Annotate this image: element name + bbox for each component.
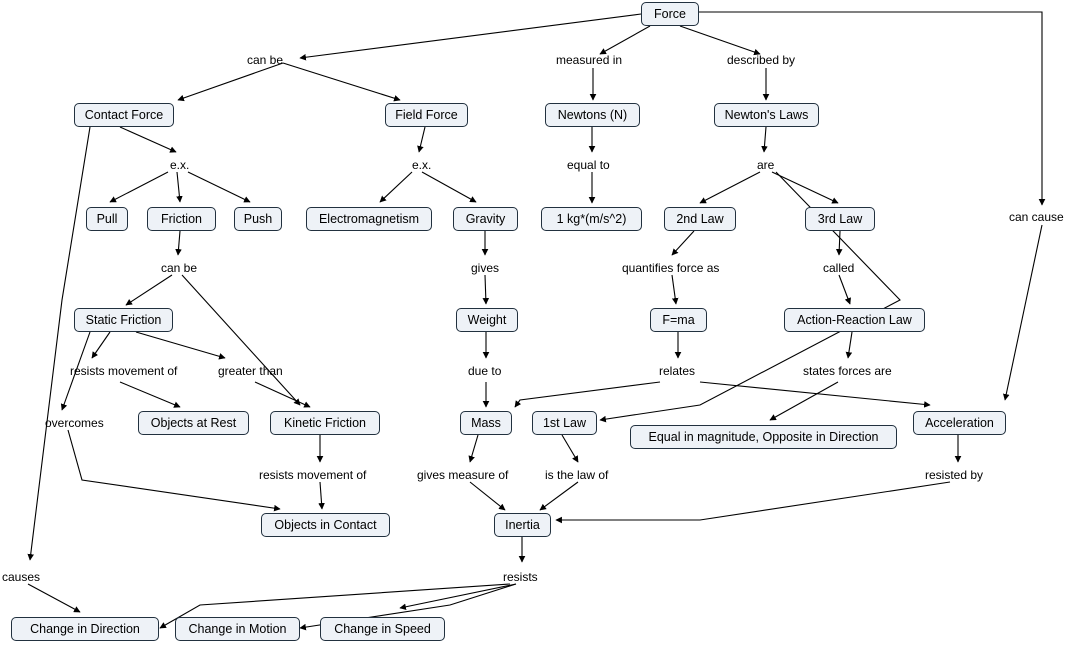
- node-mass[interactable]: [460, 411, 512, 435]
- node-label: F=ma: [662, 312, 695, 327]
- node-label: Push: [243, 211, 273, 226]
- node-gravity[interactable]: [453, 207, 518, 231]
- edge-label-resisted-by: resisted by: [925, 468, 984, 482]
- edge-label-equal-to: equal to: [567, 158, 610, 172]
- node-label: 1 kg*(m/s^2): [556, 211, 627, 226]
- node-kinetic-friction[interactable]: [270, 411, 380, 435]
- edge-label-resists-movement-of-contact: resists movement of: [259, 468, 367, 482]
- edge-label-gives-measure-of: gives measure of: [417, 468, 509, 482]
- node-label: Newton's Laws: [724, 107, 809, 122]
- node-action-reaction-law[interactable]: [784, 308, 925, 332]
- node-acceleration[interactable]: [913, 411, 1006, 435]
- node-label: Force: [654, 6, 686, 21]
- node-label: Weight: [467, 312, 507, 327]
- node-label: Static Friction: [85, 312, 162, 327]
- edge-label-greater-than: greater than: [218, 364, 283, 378]
- node-pull[interactable]: [86, 207, 128, 231]
- node-f-equals-ma[interactable]: [650, 308, 707, 332]
- edge-label-states-forces-are: states forces are: [803, 364, 892, 378]
- node-weight[interactable]: [456, 308, 518, 332]
- edge-label-resists: resists: [503, 570, 538, 584]
- node-label: Pull: [96, 211, 118, 226]
- node-label: Electromagnetism: [318, 211, 420, 226]
- node-label: Objects at Rest: [150, 415, 237, 430]
- node-field-force[interactable]: [385, 103, 468, 127]
- edge-label-gives: gives: [471, 261, 500, 275]
- edge-label-described-by: described by: [727, 53, 796, 67]
- node-equal-opposite[interactable]: [630, 425, 897, 449]
- node-label: Field Force: [395, 107, 458, 122]
- node-label: 3rd Law: [817, 211, 863, 226]
- node-label: Change in Motion: [188, 621, 287, 636]
- node-label: Acceleration: [925, 415, 994, 430]
- edge-label-resists-movement-of-rest: resists movement of: [70, 364, 178, 378]
- edge-label-is-the-law-of: is the law of: [545, 468, 609, 482]
- node-label: Mass: [471, 415, 501, 430]
- node-kg-m-s2[interactable]: [541, 207, 642, 231]
- node-first-law[interactable]: [532, 411, 597, 435]
- edge-label-due-to: due to: [468, 364, 502, 378]
- edge-label-relates: relates: [659, 364, 696, 378]
- node-label: Friction: [161, 211, 202, 226]
- node-force[interactable]: [641, 2, 699, 26]
- node-label: Objects in Contact: [274, 517, 377, 532]
- node-label: 1st Law: [542, 415, 587, 430]
- node-label: Contact Force: [84, 107, 164, 122]
- node-newtons-laws[interactable]: [714, 103, 819, 127]
- node-change-in-motion[interactable]: [175, 617, 300, 641]
- node-label: Change in Direction: [30, 621, 140, 636]
- node-friction[interactable]: [147, 207, 216, 231]
- node-label: Newtons (N): [557, 107, 628, 122]
- node-second-law[interactable]: [664, 207, 736, 231]
- edge-label-quantifies-force-as: quantifies force as: [622, 261, 720, 275]
- node-contact-force[interactable]: [74, 103, 174, 127]
- node-change-in-direction[interactable]: [11, 617, 159, 641]
- edge-label-can-cause: can cause: [1009, 210, 1064, 224]
- node-label: Change in Speed: [334, 621, 431, 636]
- node-label: Action-Reaction Law: [797, 312, 912, 327]
- edge-label-ex-field: e.x.: [412, 158, 432, 172]
- node-label: Gravity: [465, 211, 506, 226]
- node-label: 2nd Law: [676, 211, 724, 226]
- edge-label-are: are: [757, 158, 775, 172]
- edge-label-can-be-friction: can be: [161, 261, 198, 275]
- node-third-law[interactable]: [805, 207, 875, 231]
- node-label: Inertia: [505, 517, 540, 532]
- node-change-in-speed[interactable]: [320, 617, 445, 641]
- node-label: Equal in magnitude, Opposite in Direction: [648, 429, 879, 444]
- edge-label-causes: causes: [2, 570, 41, 584]
- edge-label-called: called: [823, 261, 855, 275]
- node-push[interactable]: [234, 207, 282, 231]
- node-electromagnetism[interactable]: [306, 207, 432, 231]
- edge-label-overcomes: overcomes: [45, 416, 104, 430]
- edge-label-ex-contact: e.x.: [170, 158, 190, 172]
- node-newtons[interactable]: [545, 103, 640, 127]
- edge-label-can-be: can be: [247, 53, 284, 67]
- node-inertia[interactable]: [494, 513, 551, 537]
- node-static-friction[interactable]: [74, 308, 173, 332]
- node-objects-at-rest[interactable]: [138, 411, 249, 435]
- node-label: Kinetic Friction: [284, 415, 366, 430]
- node-objects-in-contact[interactable]: [261, 513, 390, 537]
- edge-label-measured-in: measured in: [556, 53, 623, 67]
